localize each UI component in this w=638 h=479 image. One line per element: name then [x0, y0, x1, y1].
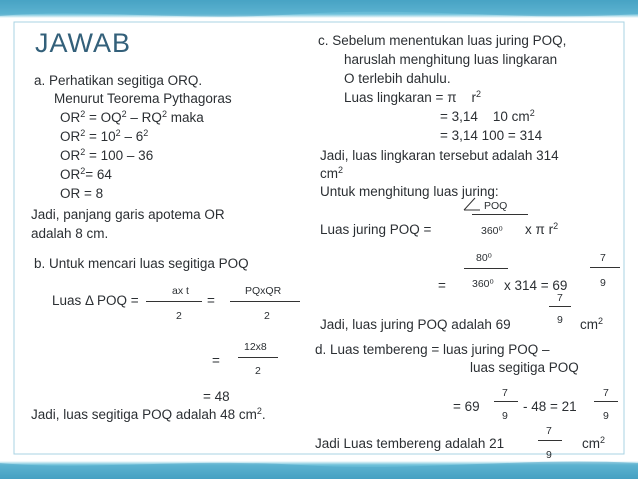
section-c-juring-rhs: x π $r^2$ — [525, 221, 559, 237]
section-a-eq5: OR = 8 — [60, 186, 104, 201]
section-c-area-step1: = 3,14 10 $cm^2$ — [440, 108, 535, 124]
section-c-conclusion-3-unit: $cm^2$ — [580, 316, 604, 332]
section-c-line2: haruslah menghitung luas lingkaran — [344, 52, 558, 67]
section-d-frac2-num: 7 — [603, 387, 609, 399]
section-a-eq1: $OR^2 = OQ^2 - RQ^2$ maka — [60, 109, 204, 125]
section-b-frac3-num: 12x8 — [244, 341, 267, 353]
section-d-conclusion: Jadi Luas tembereng adalah 21 — [315, 436, 505, 451]
section-d-frac1-num: 7 — [502, 387, 508, 399]
section-c-area-formula: Luas lingkaran = π $r^2$ — [344, 89, 482, 105]
section-b-heading: b. Untuk mencari luas segitiga POQ — [34, 256, 249, 271]
section-a-theorem: Menurut Teorema Pythagoras — [54, 91, 232, 106]
section-c-line3: O terlebih dahulu. — [344, 71, 451, 86]
section-d-frac2-den: 9 — [603, 410, 609, 422]
section-d-frac3-bar — [538, 440, 562, 441]
section-d-calc-mid: - 48 = 21 — [523, 399, 577, 414]
section-d-line2: luas segitiga POQ — [470, 360, 579, 375]
section-c-conclusion-2: $cm^2$ — [320, 165, 344, 181]
section-a-conclusion-1: Jadi, panjang garis apotema OR — [31, 207, 225, 222]
section-b-frac1-num: ax t — [172, 285, 189, 297]
section-b-conclusion: Jadi, luas segitiga POQ adalah 48 $cm^2$. — [31, 406, 266, 422]
section-c-juring-intro: Untuk menghitung luas juring: — [320, 184, 499, 199]
section-c-frac-mid-bar — [549, 306, 571, 307]
slide-title: JAWAB — [35, 28, 132, 58]
section-c-juring-denominator: 360⁰ — [481, 225, 503, 237]
section-b-eq-sign-2: = — [212, 353, 220, 368]
section-c-juring-lhs: Luas juring POQ = — [320, 222, 432, 237]
section-d-calc-left: = 69 — [453, 399, 480, 414]
angle-icon — [463, 197, 481, 211]
section-b-frac2-num: PQxQR — [245, 285, 282, 297]
section-c-frac80-num: 80⁰ — [476, 252, 492, 264]
section-c-frac-right-den: 9 — [600, 277, 606, 289]
section-d-conclusion-unit: $cm^2$ — [582, 435, 606, 451]
section-d-frac2-bar — [594, 401, 618, 402]
section-b-frac3-den: 2 — [255, 365, 261, 377]
section-c-frac-mid-num: 7 — [557, 292, 563, 304]
section-c-angle-label: POQ — [484, 200, 508, 212]
section-b-frac2-den: 2 — [264, 310, 270, 322]
section-c-frac-mid-den: 9 — [557, 314, 563, 326]
section-c-frac-right-num: 7 — [600, 252, 606, 264]
section-b-result: = 48 — [203, 389, 230, 404]
section-a-eq3: $OR^2 = 100 - 36$ — [60, 147, 154, 163]
section-c-calc-eq: = — [438, 278, 446, 293]
section-d-heading: d. Luas tembereng = luas juring POQ – — [315, 342, 550, 357]
section-b-frac1-bar — [146, 301, 202, 302]
section-d-frac1-bar — [494, 401, 518, 402]
section-a-heading: a. Perhatikan segitiga ORQ. — [34, 73, 203, 88]
section-c-juring-frac-bar — [472, 214, 528, 215]
section-c-frac80-bar — [464, 268, 508, 269]
section-a-eq4: $OR^2= 64$ — [60, 166, 112, 182]
section-c-conclusion-3: Jadi, luas juring POQ adalah 69 — [320, 317, 511, 332]
section-c-conclusion-1: Jadi, luas lingkaran tersebut adalah 314 — [320, 148, 559, 163]
section-c-calc-rhs: x 314 = 69 — [504, 278, 568, 293]
section-b-lhs: Luas Δ POQ = — [52, 293, 139, 308]
section-a-eq2: $OR^2 = 10^2 - 6^2$ — [60, 128, 149, 144]
section-c-heading: c. Sebelum menentukan luas juring POQ, — [318, 33, 567, 48]
section-d-frac1-den: 9 — [502, 410, 508, 422]
section-c-area-step2: = 3,14 100 = 314 — [440, 128, 543, 143]
section-d-frac3-den: 9 — [546, 449, 552, 461]
section-a-conclusion-2: adalah 8 cm. — [31, 226, 109, 241]
section-b-frac3-bar — [238, 357, 278, 358]
section-b-frac1-den: 2 — [176, 310, 182, 322]
section-d-frac3-num: 7 — [546, 425, 552, 437]
section-c-frac-right-bar — [590, 267, 620, 268]
section-b-frac2-bar — [230, 301, 300, 302]
section-c-frac80-den: 360⁰ — [472, 278, 494, 290]
section-b-eq-sign-1: = — [207, 293, 215, 308]
